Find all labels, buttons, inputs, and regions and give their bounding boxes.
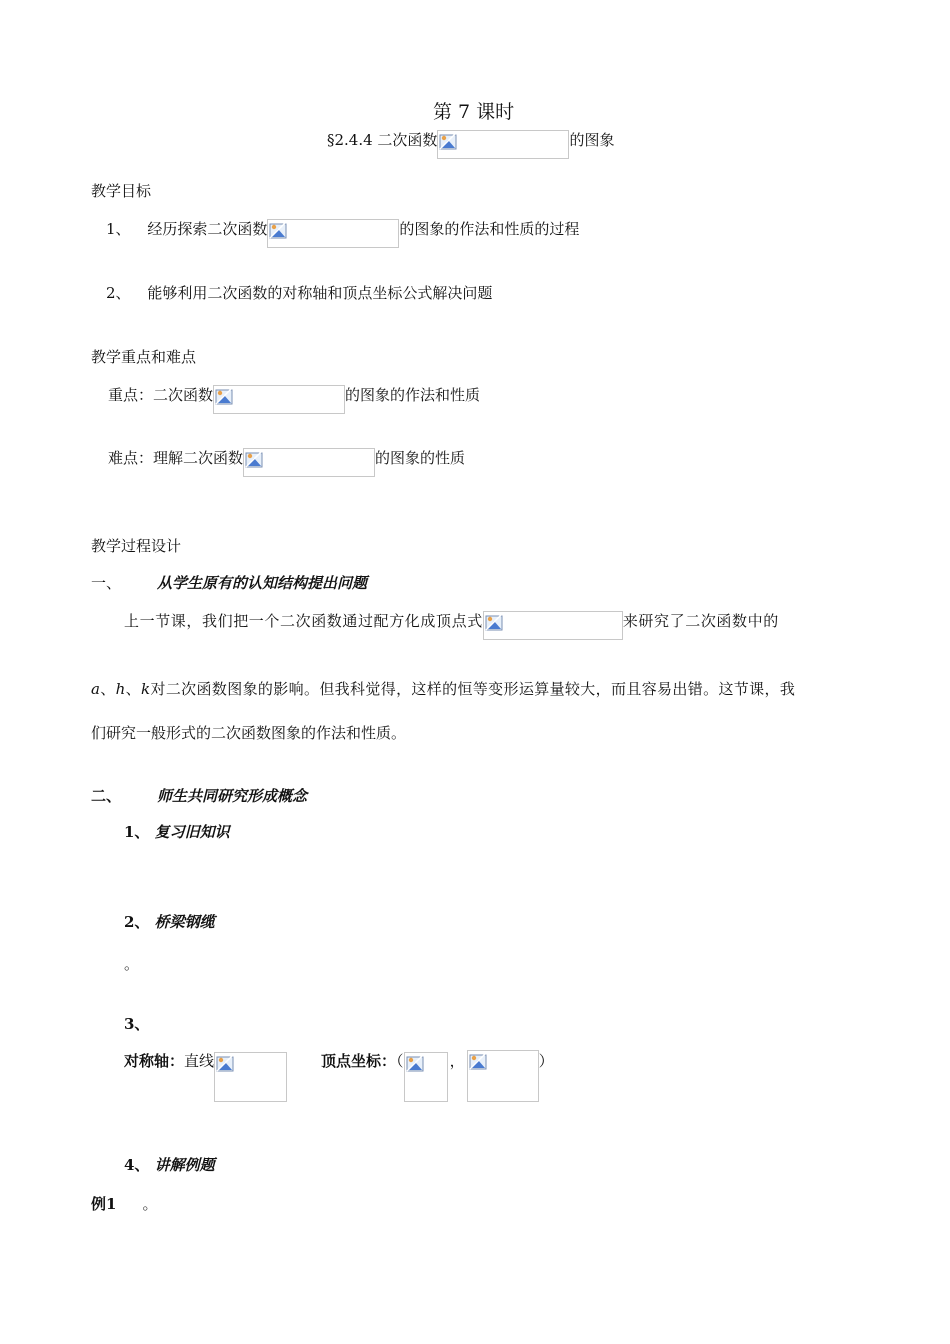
broken-image-icon [216,1054,234,1072]
formula-image [214,1052,287,1102]
paragraph-line-1 [124,611,779,640]
formula-image [437,130,569,159]
broken-image-icon [269,221,287,239]
item-2-content: 。 [124,955,140,973]
sep-2: 、 [125,680,142,698]
key-heading: 教学重点和难点 [91,348,197,366]
section-1-number: 一、 [91,574,122,592]
goals-heading: 教学目标 [91,182,152,200]
section-2-number: 二、 [91,787,122,805]
broken-image-icon [439,132,457,150]
diff-pre: 难点：理解二次函数 [108,449,244,467]
key-post: 的图象的作法和性质 [345,386,481,404]
broken-image-icon [215,387,233,405]
var-a: a [91,680,101,698]
item-1-title: 复习旧知识 [154,823,230,841]
paren-open: （ [396,1052,404,1070]
item-1 [124,822,230,842]
item-2-title: 桥梁钢缆 [154,913,215,931]
formula-image [404,1052,448,1102]
formula-image [213,385,345,414]
lesson-subtitle [327,130,614,159]
goal-1-number: 1、 [106,220,131,238]
item-4-number: 4、 [124,1156,150,1174]
section-2-title: 师生共同研究形成概念 [157,787,308,805]
formula-image [467,1050,539,1102]
paragraph-line-3: 们研究一般形式的二次函数图象的作法和性质。 [91,724,407,742]
section-2-heading [91,786,307,806]
goal-1-post: 的图象的作法和性质的过程 [399,220,580,238]
broken-image-icon [406,1054,424,1072]
difficulty-point [108,448,465,477]
formula-image [267,219,399,248]
lesson-title: 第 7 课时 [433,101,515,123]
para1-pre: 上一节课，我们把一个二次函数通过配方化成顶点式 [124,612,483,630]
subtitle-post: 的图象 [569,131,615,149]
section-1-title: 从学生原有的认知结构提出问题 [157,574,368,592]
axis-text: 直线 [184,1052,215,1070]
formula-image [483,611,623,640]
key-point [108,385,480,414]
goal-1-pre: 经历探索二次函数 [147,220,268,238]
item-3-number: 3、 [124,1015,150,1033]
formula-image [243,448,375,477]
var-k: k [141,680,151,698]
paren-close: ） [538,1052,554,1070]
vertex-label: 顶点坐标： [321,1052,397,1070]
axis-label: 对称轴： [124,1052,185,1070]
broken-image-icon [485,613,503,631]
para1-post: 来研究了二次函数中的 [622,612,779,630]
item-3 [124,1014,149,1034]
process-heading: 教学过程设计 [91,537,182,555]
item-2-number: 2、 [124,913,150,931]
section-1-heading [91,573,367,593]
goal-2-text: 能够利用二次函数的对称轴和顶点坐标公式解决问题 [147,284,493,302]
item-4-title: 讲解例题 [154,1156,215,1174]
key-pre: 重点：二次函数 [108,386,214,404]
para2-rest: 对二次函数图象的影响。但我科觉得，这样的恒等变形运算量较大，而且容易出错。这节课，我 [150,680,796,698]
item-2 [124,912,215,932]
var-h: h [115,680,126,698]
example-label: 例1 [91,1195,117,1213]
broken-image-icon [469,1052,487,1070]
goal-2-number: 2、 [106,284,131,302]
sep-1: 、 [100,680,116,698]
example-1 [91,1194,157,1214]
item-4 [124,1155,215,1175]
paragraph-line-2 [91,679,795,699]
broken-image-icon [245,450,263,468]
example-content: 。 [142,1195,158,1213]
subtitle-pre: §2.4.4 二次函数 [327,131,438,149]
comma: ， [449,1052,465,1070]
axis-and-vertex-line [124,1050,554,1102]
goal-1 [106,219,579,248]
goal-2 [106,283,492,303]
diff-post: 的图象的性质 [375,449,466,467]
item-1-number: 1、 [124,823,150,841]
